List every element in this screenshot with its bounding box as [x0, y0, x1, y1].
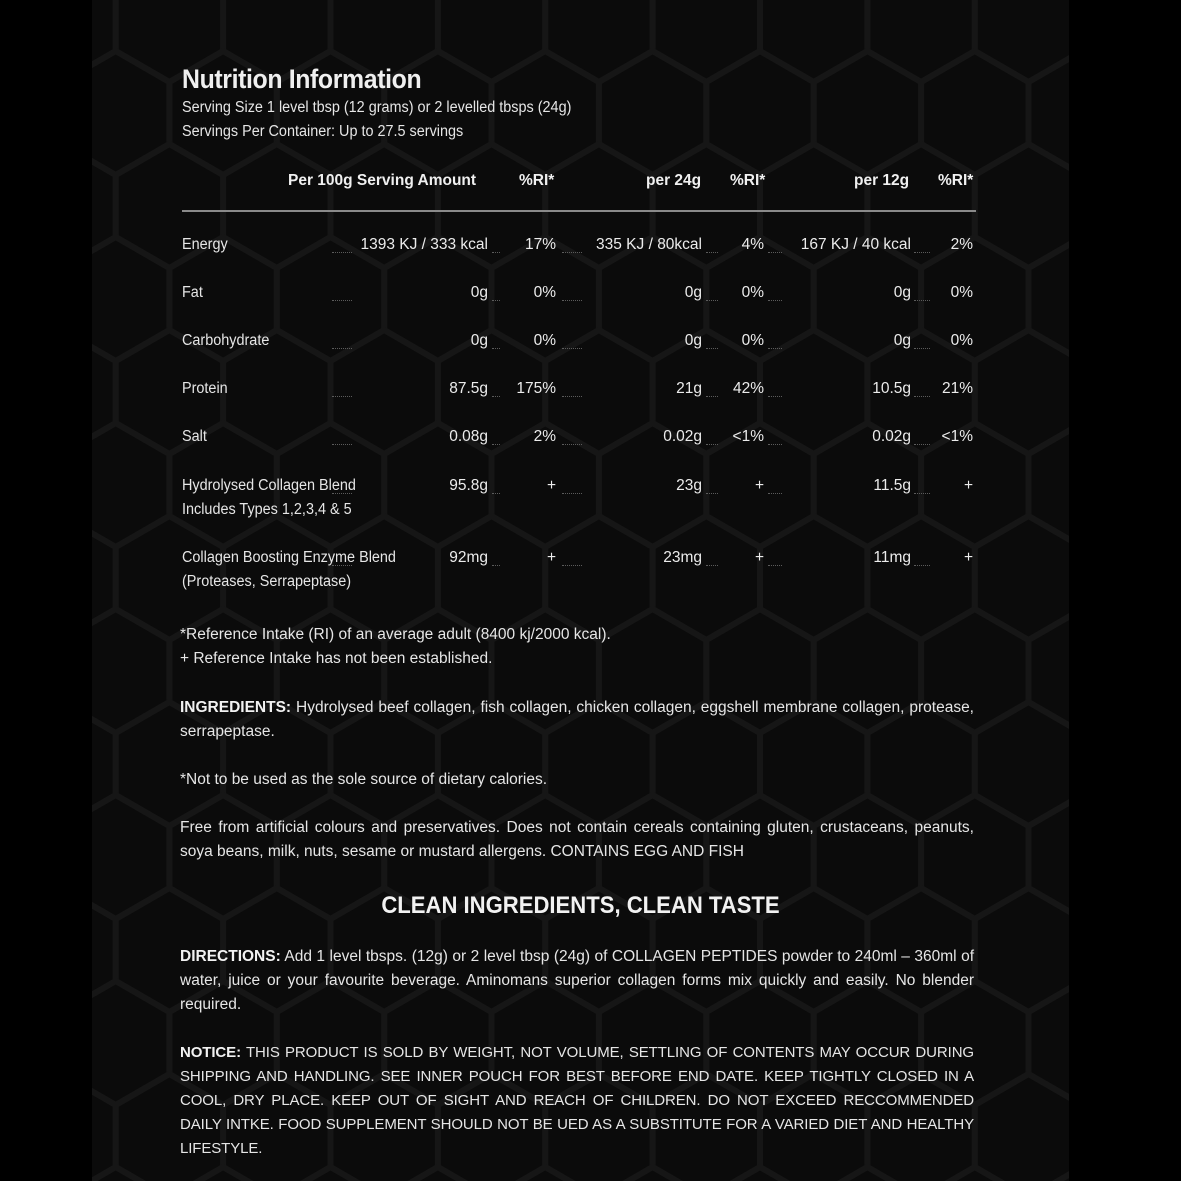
header-divider — [182, 210, 976, 212]
dot-leader — [768, 348, 782, 349]
nutrient-value-v24: 0g — [684, 332, 702, 349]
row-label: Salt — [182, 428, 207, 445]
header-ri-12g: %RI* — [938, 172, 974, 189]
dot-leader — [492, 493, 500, 494]
nutrient-value-v12: 0g — [893, 332, 911, 349]
dietary-warning: *Not to be used as the sole source of dietary calories. — [180, 771, 548, 788]
dot-leader — [914, 565, 930, 566]
nutrient-value-ri24: 0% — [741, 332, 764, 349]
nutrient-value-ri12: + — [963, 549, 973, 566]
row-label-detail: Includes Types 1,2,3,4 & 5 — [182, 501, 352, 518]
label-panel — [92, 0, 1069, 1181]
dot-leader — [492, 348, 500, 349]
serving-size: Serving Size 1 level tbsp (12 grams) or 2 levelled tbsps (24g) — [182, 99, 572, 116]
dot-leader — [768, 444, 782, 445]
dot-leader — [768, 565, 782, 566]
dot-leader — [768, 300, 782, 301]
tagline: CLEAN INGREDIENTS, CLEAN TASTE — [381, 892, 780, 919]
nutrient-value-ri100: 17% — [524, 236, 556, 253]
nutrient-value-v24: 335 KJ / 80kcal — [596, 236, 702, 253]
dot-leader — [332, 396, 352, 397]
nutrient-value-ri100: 0% — [533, 284, 556, 301]
row-label: Carbohydrate — [182, 332, 270, 349]
nutrient-value-v12: 11.5g — [873, 477, 911, 494]
nutrient-value-ri100: 0% — [533, 332, 556, 349]
ingredients-text: Hydrolysed beef collagen, fish collagen, chicken collagen, eggshell membrane collagen, protease, serrapeptase. — [180, 699, 974, 740]
dot-leader — [332, 444, 352, 445]
nutrient-value-v100: 0.08g — [449, 428, 488, 445]
dot-leader — [562, 565, 582, 566]
row-label: Collagen Boosting Enzyme Blend — [182, 549, 396, 566]
dot-leader — [706, 348, 718, 349]
nutrition-title: Nutrition Information — [182, 64, 422, 94]
nutrient-value-ri24: <1% — [732, 428, 764, 445]
dot-leader — [706, 493, 718, 494]
nutrient-value-v24: 0g — [684, 284, 702, 301]
header-ri-24g: %RI* — [730, 172, 766, 189]
dot-leader — [562, 444, 582, 445]
ingredients-heading: INGREDIENTS: — [180, 699, 292, 716]
nutrient-value-v100: 1393 KJ / 333 kcal — [360, 236, 488, 253]
nutrient-value-ri24: 0% — [741, 284, 764, 301]
dot-leader — [332, 252, 352, 253]
dot-leader — [492, 300, 500, 301]
dot-leader — [332, 348, 352, 349]
dot-leader — [914, 252, 930, 253]
nutrient-value-v12: 11mg — [873, 549, 911, 566]
right-margin — [1069, 0, 1181, 1181]
nutrient-value-v24: 21g — [676, 380, 702, 397]
nutrient-value-v12: 0g — [893, 284, 911, 301]
dot-leader — [562, 252, 582, 253]
directions-heading: DIRECTIONS: — [180, 948, 281, 965]
dot-leader — [706, 252, 718, 253]
left-margin — [0, 0, 92, 1181]
dot-leader — [914, 396, 930, 397]
servings-per-container: Servings Per Container: Up to 27.5 servings — [182, 123, 464, 140]
dot-leader — [492, 396, 500, 397]
nutrient-value-ri24: + — [754, 477, 764, 494]
dot-leader — [706, 300, 718, 301]
header-per-100g: Per 100g Serving Amount — [288, 172, 477, 189]
nutrient-value-v12: 167 KJ / 40 kcal — [800, 236, 911, 253]
row-label: Energy — [182, 236, 228, 253]
dot-leader — [562, 300, 582, 301]
dot-leader — [914, 300, 930, 301]
header-per-12g: per 12g — [854, 172, 910, 189]
footnote-plus: + Reference Intake has not been established. — [180, 650, 493, 667]
nutrient-value-v100: 0g — [470, 284, 488, 301]
dot-leader — [706, 444, 718, 445]
directions-text: Add 1 level tbsps. (12g) or 2 level tbsp (24g) of COLLAGEN PEPTIDES powder to 240ml – 360ml of water, juice or your favourite beverage. Aminomans superior collagen forms mix quickly and easily. No blender required. — [180, 948, 975, 1013]
dot-leader — [768, 396, 782, 397]
nutrient-value-v24: 23mg — [663, 549, 702, 566]
nutrient-value-ri100: + — [546, 549, 556, 566]
dot-leader — [914, 348, 930, 349]
nutrient-value-v100: 95.8g — [449, 477, 488, 494]
dot-leader — [768, 252, 782, 253]
nutrient-value-ri12: 2% — [950, 236, 973, 253]
nutrient-value-v12: 10.5g — [872, 380, 911, 397]
dot-leader — [332, 493, 352, 494]
row-label-detail: (Proteases, Serrapeptase) — [182, 573, 352, 590]
nutrient-value-ri12: 0% — [950, 284, 973, 301]
dot-leader — [492, 252, 500, 253]
nutrient-value-ri24: 4% — [741, 236, 764, 253]
dot-leader — [706, 565, 718, 566]
dot-leader — [914, 444, 930, 445]
dot-leader — [562, 396, 582, 397]
nutrient-value-v100: 92mg — [449, 549, 488, 566]
dot-leader — [562, 493, 582, 494]
nutrient-value-ri12: 0% — [950, 332, 973, 349]
nutrient-value-v24: 0.02g — [663, 428, 702, 445]
nutrient-value-ri12: <1% — [941, 428, 973, 445]
nutrient-value-v12: 0.02g — [872, 428, 911, 445]
nutrient-value-v100: 87.5g — [449, 380, 488, 397]
nutrient-value-ri12: 21% — [941, 380, 973, 397]
row-label: Protein — [182, 380, 228, 397]
ingredients-paragraph — [180, 696, 974, 744]
label-content — [92, 0, 1069, 1181]
dot-leader — [768, 493, 782, 494]
dot-leader — [332, 300, 352, 301]
dot-leader — [492, 565, 500, 566]
header-ri-100g: %RI* — [519, 172, 555, 189]
nutrient-value-ri100: 175% — [516, 380, 556, 397]
notice-paragraph — [180, 1041, 974, 1161]
notice-heading: NOTICE: — [180, 1044, 241, 1061]
nutrient-value-ri24: 42% — [732, 380, 764, 397]
nutrient-value-ri24: + — [754, 549, 764, 566]
dot-leader — [332, 565, 352, 566]
nutrient-value-ri12: + — [963, 477, 973, 494]
nutrient-value-ri100: 2% — [533, 428, 556, 445]
allergen-statement: Free from artificial colours and preservatives. Does not contain cereals containing gluten, crustaceans, peanuts, soya beans, milk, nuts, sesame or mustard allergens. CONTAINS EGG AND FISH — [180, 819, 974, 860]
notice-text: THIS PRODUCT IS SOLD BY WEIGHT, NOT VOLUME, SETTLING OF CONTENTS MAY OCCUR DURING SHIPPING AND HANDLING. SEE INNER POUCH FOR BEST BEFORE END DATE. KEEP TIGHTLY CLOSED IN A COOL, DRY PLACE. KEEP OUT OF SIGHT AND REACH OF CHILDREN. DO NOT EXCEED RECCOMMENDED DAILY INTKE. FOOD SUPPLEMENT SHOULD NOT BE UED AS A SUBSTITUTE FOR A VARIED DIET AND HEALTHY LIFESTYLE. — [180, 1044, 975, 1157]
footnote-ri: *Reference Intake (RI) of an average adult (8400 kj/2000 kcal). — [180, 626, 611, 643]
directions-paragraph — [180, 945, 974, 1017]
nutrient-value-v100: 0g — [470, 332, 488, 349]
nutrient-value-v24: 23g — [676, 477, 702, 494]
dot-leader — [492, 444, 500, 445]
dot-leader — [562, 348, 582, 349]
header-per-24g: per 24g — [646, 172, 702, 189]
row-label: Fat — [182, 284, 203, 301]
nutrient-value-ri100: + — [546, 477, 556, 494]
dot-leader — [706, 396, 718, 397]
row-label: Hydrolysed Collagen Blend — [182, 477, 356, 494]
dot-leader — [914, 493, 930, 494]
